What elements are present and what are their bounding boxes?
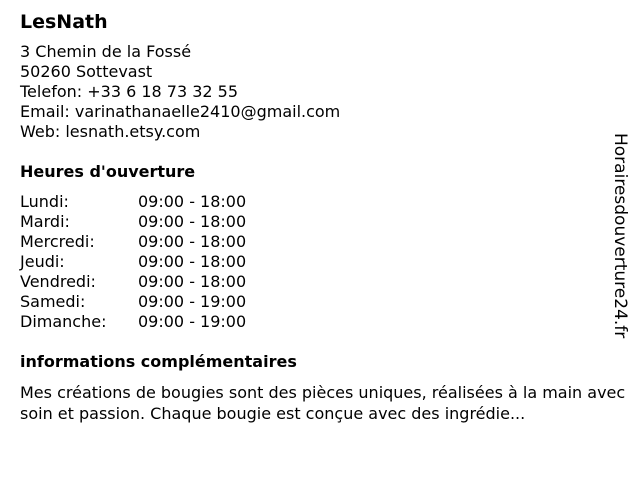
hours-row [20,312,620,332]
address-street: 3 Chemin de la Fossé [20,42,192,61]
hours-time: 09:00 - 18:00 [138,232,247,251]
hours-row [20,252,620,272]
hours-time: 09:00 - 18:00 [138,212,247,231]
email-line[interactable]: Email: varinathanaelle2410@gmail.com [20,102,341,121]
hours-time: 09:00 - 18:00 [138,192,247,211]
hours-time: 09:00 - 19:00 [138,312,247,331]
address-city: 50260 Sottevast [20,62,153,81]
business-name: LesNath [20,11,108,33]
hours-day: Mercredi: [20,232,95,251]
hours-row [20,272,620,292]
hours-row [20,192,620,212]
hours-day: Jeudi: [20,252,65,271]
hours-day: Mardi: [20,212,70,231]
additional-info-title: informations complémentaires [20,352,297,371]
additional-info-text: Mes créations de bougies sont des pièces uniques, réalisées à la main avec soin et passion. Chaque bougie est conçue avec des ingrédie... [20,383,626,423]
web-line[interactable]: Web: lesnath.etsy.com [20,122,201,141]
phone-line[interactable]: Telefon: +33 6 18 73 32 55 [20,82,239,101]
hours-time: 09:00 - 18:00 [138,272,247,291]
opening-hours-table [20,192,620,332]
hours-day: Vendredi: [20,272,96,291]
opening-hours-title: Heures d'ouverture [20,162,196,181]
hours-day: Lundi: [20,192,69,211]
hours-row [20,292,620,312]
hours-day: Dimanche: [20,312,107,331]
hours-row [20,212,620,232]
business-card [20,10,626,424]
source-site-link[interactable]: Horairesdouverture24.fr [610,133,630,339]
hours-time: 09:00 - 19:00 [138,292,247,311]
hours-row [20,232,620,252]
hours-day: Samedi: [20,292,86,311]
hours-time: 09:00 - 18:00 [138,252,247,271]
